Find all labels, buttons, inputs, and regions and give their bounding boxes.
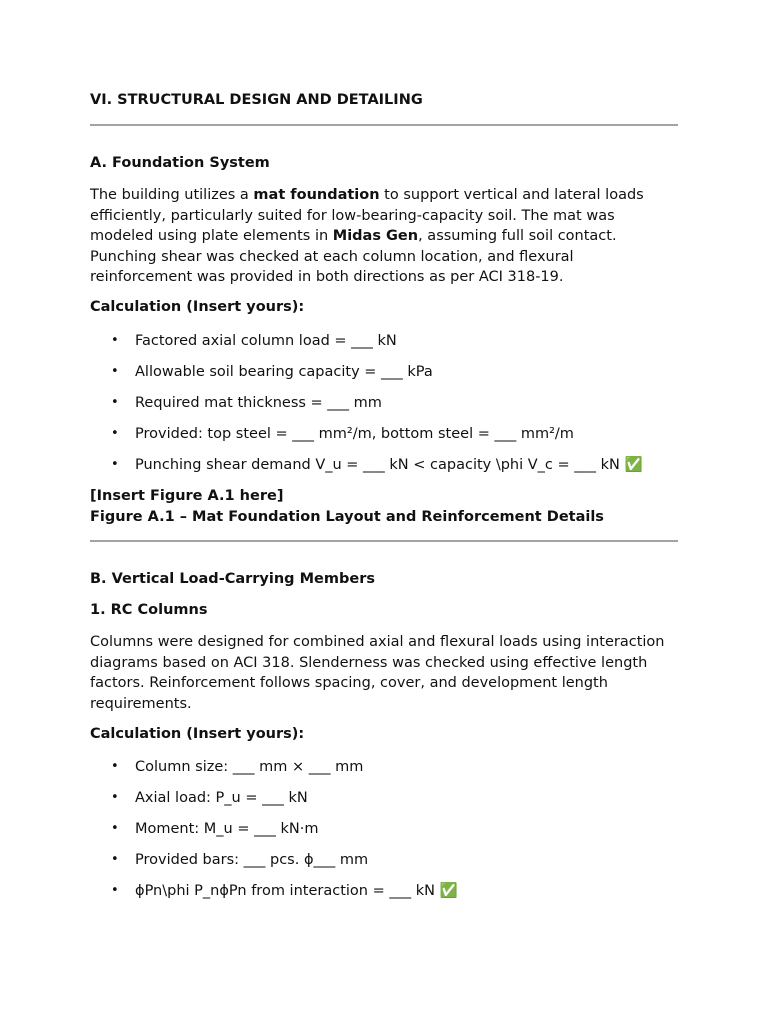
- list-item: [90, 850, 678, 881]
- section-title: VI. STRUCTURAL DESIGN AND DETAILING: [90, 92, 423, 108]
- divider-middle: [90, 540, 678, 542]
- bullet-icon: •: [111, 790, 119, 806]
- list-item: [90, 819, 678, 850]
- list-item: [90, 393, 678, 424]
- list-item-text: Moment: M_u = ___ kN·m: [135, 821, 319, 838]
- foundation-calc-list: [90, 331, 678, 486]
- para-text-3: , assuming full soil contact. Punching shear was checked at each column location, and flexural reinforcement was provided in both directions as per ACI 318-19.: [90, 228, 617, 286]
- bullet-icon: •: [111, 426, 119, 442]
- list-item: [90, 424, 678, 455]
- list-item-text: Provided: top steel = ___ mm²/m, bottom steel = ___ mm²/m: [135, 426, 574, 443]
- columns-calc-list: [90, 757, 678, 912]
- vertical-heading: B. Vertical Load-Carrying Members: [90, 571, 375, 587]
- list-item: [90, 362, 678, 393]
- list-item-text: Required mat thickness = ___ mm: [135, 395, 382, 412]
- bullet-icon: •: [111, 457, 119, 473]
- foundation-heading: A. Foundation System: [90, 155, 270, 171]
- list-item: [90, 331, 678, 362]
- list-item-text: Axial load: P_u = ___ kN: [135, 790, 308, 807]
- list-item-text: Provided bars: ___ pcs. ϕ___ mm: [135, 852, 369, 869]
- bullet-icon: •: [111, 852, 119, 868]
- columns-subheading: 1. RC Columns: [90, 602, 208, 618]
- divider-top: [90, 124, 678, 126]
- bullet-icon: •: [111, 364, 119, 380]
- bullet-icon: •: [111, 395, 119, 411]
- para-bold-mat-foundation: mat foundation: [253, 187, 380, 203]
- bullet-icon: •: [111, 883, 119, 899]
- para-text-1: The building utilizes a: [90, 187, 254, 203]
- foundation-paragraph: [90, 185, 678, 288]
- bullet-icon: •: [111, 821, 119, 837]
- figure-caption: Figure A.1 – Mat Foundation Layout and Reinforcement Details: [90, 509, 604, 525]
- list-item-text: Punching shear demand V_u = ___ kN < capacity \phi V_c = ___ kN ✅: [135, 457, 643, 474]
- bullet-icon: •: [111, 333, 119, 348]
- para-text-2: to support vertical and lateral loads efficiently, particularly suited for low-bearing-capacity soil. The mat was modeled using plate elements in: [90, 187, 644, 245]
- foundation-calc-heading: Calculation (Insert yours):: [90, 299, 305, 315]
- para-bold-midas-gen: Midas Gen: [332, 228, 419, 245]
- list-item-text: Allowable soil bearing capacity = ___ kPa: [135, 364, 433, 381]
- list-item-text: Factored axial column load = ___ kN: [135, 333, 397, 349]
- list-item: [90, 881, 678, 912]
- list-item-text: ϕPn\phi P_nϕPn from interaction = ___ kN ✅: [135, 883, 458, 900]
- bullet-icon: •: [111, 759, 119, 774]
- list-item: [90, 757, 678, 788]
- list-item: [90, 788, 678, 819]
- figure-placeholder: [Insert Figure A.1 here]: [90, 488, 284, 504]
- columns-calc-heading: Calculation (Insert yours):: [90, 726, 305, 742]
- list-item: [90, 455, 678, 486]
- list-item-text: Column size: ___ mm × ___ mm: [135, 759, 364, 775]
- columns-paragraph: Columns were designed for combined axial and flexural loads using interaction diagrams based on ACI 318. Slenderness was checked using effective length factors. Reinforcement follows spacing, cover, and development length requirements.: [90, 634, 665, 712]
